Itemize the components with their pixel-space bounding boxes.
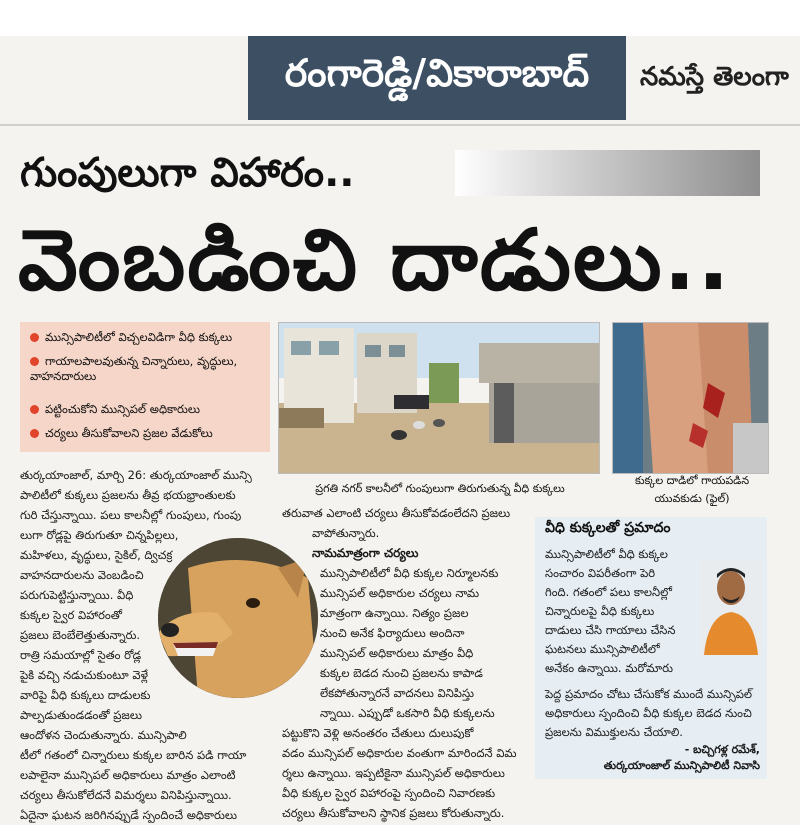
resident-portrait xyxy=(700,560,762,655)
highlight-item: పట్టించుకోని మున్సిపల్ అధికారులు xyxy=(30,402,262,417)
page-top-margin xyxy=(0,0,800,36)
sidebar-text-upper: మున్సిపాలిటీలో వీధి కుక్కల సంచారం విపరీతంగా పెరి గింది. గతంలో పలు కాలనీల్లో చిన్నారులపై వీధి కుక్కలు దాడులు చేసి గాయాలు చేసిన ఘటనలు మున్సిపాలిటీలో అనేకం ఉన్నాయి. మరోమారు xyxy=(545,547,676,675)
sidebar-title: వీధి కుక్కలతో ప్రమాదం xyxy=(545,520,671,536)
section-banner xyxy=(248,36,626,120)
injury-caption-line1: కుక్కల దాడిలో గాయపడిన xyxy=(634,474,750,487)
sidebar-text-lower: పెద్ద ప్రమాదం చోటు చేసుకోక ముందే మున్సిపల్ అధికారులు స్పందించి వీధి కుక్కల బెడద నుంచి ప్రజలను విముక్తులను చేయాలి. xyxy=(545,687,753,739)
bullet-icon xyxy=(30,333,39,342)
street-photo-caption: ప్రగతి నగర్ కాలనీలో గుంపులుగా తిరుగుతున్న వీధి కుక్కలు xyxy=(315,482,565,495)
injury-caption-line2: యువకుడు (ఫైల్) xyxy=(654,492,730,505)
subheading: నామమాత్రంగా చర్యలు xyxy=(312,546,419,560)
header-divider xyxy=(0,124,800,126)
street-dogs-photo xyxy=(278,322,600,474)
article-column-1: తుర్కయాంజాల్, మార్చి 26: తుర్కయాంజాల్ మున్సి పాలిటీలో కుక్కలు ప్రజలను తీవ్ర భయభ్రాంతులకు గురి చేస్తున్నాయి. పలు కాలనీల్లో గుంపులు, గుంపు లుగా రోడ్లపై తిరుగుతూ చిన్నపిల్లలు, మహిళలు, వృద్ధులు, సైకిల్, ద్విచక్ర వాహనదారులను వెంబడించి పరుగుపెట్టిస్తున్నాయి. వీధి కుక్కల స్వైర విహారంతో ప్రజలు బెంబేలెత్తుతున్నారు. రాత్రి సమయాల్లో సైతం రోడ్ల పైకి వచ్చి నడుచుకుంటూ వెళ్లే వారిపై వీధి కుక్కలు దాడులకు పాల్పడుతుండడంతో ప్రజలు ఆందోళన చెందుతున్నారు. మున్సిపాలి టీలో గతంలో చిన్నారులు కుక్కల బారిన పడి గాయా లపాలైనా మున్సిపల్ అధికారులు మాత్రం ఎలాంటి చర్యలు తీసుకోలేదనే విమర్శలు వినిపిస్తున్నాయి. ఏదైనా ఘటన జరిగినప్పుడే స్పందించే అధికారులు xyxy=(20,468,252,822)
kicker-gradient-bar xyxy=(455,150,760,196)
highlight-item: గాయాలపాలవుతున్న చిన్నారులు, వృద్ధులు, వాహనదారులు xyxy=(30,354,238,383)
highlight-item: చర్యలు తీసుకోవాలని ప్రజల వేడుకోలు xyxy=(30,426,262,441)
injury-photo xyxy=(612,322,769,474)
sidebar-signature: - బచ్చిగళ్ల రమేశ్, తుర్కయాంజాల్ మున్సిపాలిటీ నివాసి xyxy=(603,743,760,772)
headline-kicker: గుంపులుగా విహారం.. xyxy=(20,150,355,196)
bullet-icon xyxy=(30,405,39,414)
bullet-icon xyxy=(30,429,39,438)
section-title: రంగారెడ్డి/వికారాబాద్ xyxy=(284,51,590,95)
highlight-item: మున్సిపాలిటీలో విచ్చలవిడిగా వీధి కుక్కలు xyxy=(30,330,262,345)
highlights-box xyxy=(20,322,270,452)
headline-main: వెంబడించి దాడులు.. xyxy=(18,211,732,309)
newspaper-brand: నమస్తే తెలంగా xyxy=(640,62,789,92)
article-column-2: తరువాత ఎలాంటి చర్యలు తీసుకోవడంలేదని ప్రజలు వాపోతున్నారు. నామమాత్రంగా చర్యలు మున్సిపాలిటీలో వీధి కుక్కల నిర్మూలనకు మున్సిపల్ అధికారుల చర్యలు నామ మాత్రంగా ఉన్నాయి. నిత్యం ప్రజల నుంచి అనేక ఫిర్యాదులు అందినా మున్సిపల్ అధికారులు మాత్రం వీధి కుక్కల బెడద నుంచి ప్రజలను కాపాడ లేకపోతున్నారనే వాదనలు వినిపిస్తు న్నాయి. ఎప్పుడో ఒకసారి వీధి కుక్కలను పట్టుకొని వెళ్లి అనంతరం చేతులు దులుపుకో వడం మున్సిపల్ అధికారుల వంతుగా మారిందనే విమ ర్శలు ఉన్నాయి. ఇప్పటికైనా మున్సిపల్ అధికారులు వీధి కుక్కల స్వైర విహారంపై స్పందించి నివారణకు చర్యలు తీసుకోవాలని స్థానిక ప్రజలు కోరుతున్నారు. xyxy=(282,503,527,823)
bullet-icon xyxy=(30,357,39,366)
